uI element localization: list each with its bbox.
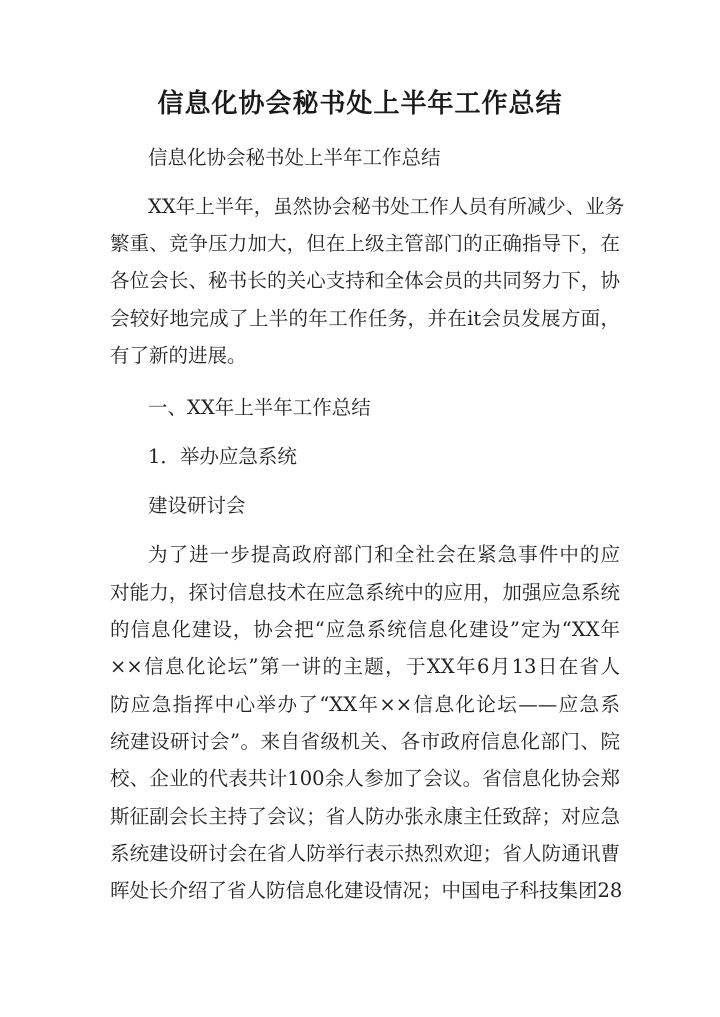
paragraph-line: 对能力，探讨信息技术在应急系统中的应用，加强应急系统 [110,581,620,604]
paragraph-line: 各位会长、秘书长的关心支持和全体会员的共同努力下，协 [110,269,620,292]
paragraph-line: 繁重、竞争压力加大，但在上级主管部门的正确指导下，在 [110,232,620,255]
paragraph-line: 统建设研讨会”。来自省级机关、各市政府信息化部门、院 [110,730,620,753]
paragraph-line: 会较好地完成了上半的年工作任务，并在it会员发展方面， [110,307,620,330]
subtitle-line: 信息化协会秘书处上半年工作总结 [148,146,441,169]
document-title: 信息化协会秘书处上半年工作总结 [157,89,563,119]
paragraph-line: 系统建设研讨会在省人防举行表示热烈欢迎；省人防通讯曹 [110,842,620,865]
paragraph-line: 为了进一步提高政府部门和全社会在紧急事件中的应 [148,543,620,566]
paragraph-line: ××信息化论坛”第一讲的主题，于XX年6月13日在省人 [110,655,620,678]
paragraph-line: XX年上半年，虽然协会秘书处工作人员有所减少、业务 [148,195,625,218]
paragraph-line: 的信息化建设，协会把“应急系统信息化建设”定为“XX年 [110,618,620,641]
section-heading: 一、XX年上半年工作总结 [148,396,371,419]
paragraph-line: 有了新的进展。 [110,344,247,367]
subsection-heading: 1．举办应急系统 [148,445,297,468]
paragraph-line: 斯征副会长主持了会议；省人防办张永康主任致辞；对应急 [110,805,620,828]
paragraph-line: 晖处长介绍了省人防信息化建设情况；中国电子科技集团28 [110,879,623,902]
subsection-heading-cont: 建设研讨会 [148,494,246,517]
paragraph-line: 校、企业的代表共计100余人参加了会议。省信息化协会郑 [110,767,620,790]
paragraph-line: 防应急指挥中心举办了“XX年××信息化论坛——应急系 [110,693,620,716]
